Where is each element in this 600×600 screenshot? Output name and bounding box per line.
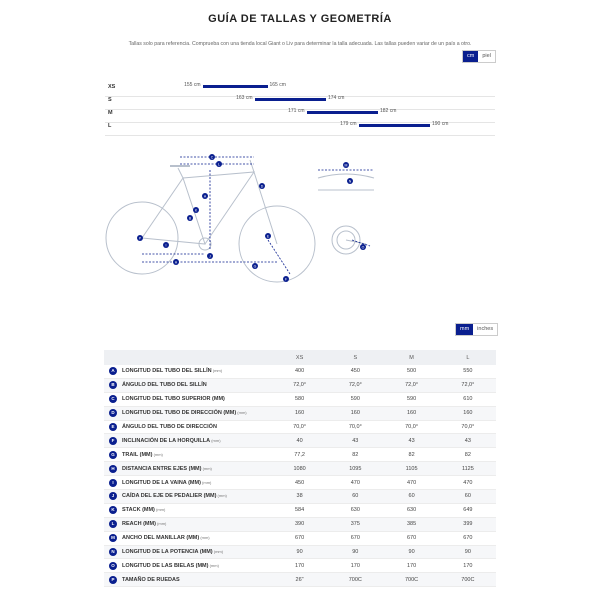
header-badge <box>104 350 122 365</box>
row-value-m: 160 <box>383 406 439 420</box>
row-value-s: 670 <box>327 531 383 545</box>
row-unit: (mm) <box>212 549 224 555</box>
row-name <box>122 503 272 517</box>
unit-cm-button[interactable]: cm <box>463 51 478 62</box>
size-max-label: 165 cm <box>269 82 286 88</box>
row-value-xs: 170 <box>272 559 327 573</box>
diagram-badge-label: K <box>194 208 198 213</box>
row-unit: (mm) <box>210 437 221 443</box>
row-name <box>122 448 272 462</box>
row-badge-cell <box>104 517 122 531</box>
row-unit: (mm) <box>201 465 212 471</box>
row-name-text: ÁNGULO DEL TUBO DE DIRECCIÓN <box>122 424 217 430</box>
row-value-xs: 72,0° <box>272 378 327 392</box>
row-value-l: 43 <box>440 434 496 448</box>
row-badge-cell <box>104 365 122 378</box>
row-value-m: 590 <box>383 392 439 406</box>
row-badge-cell <box>104 434 122 448</box>
geometry-row <box>104 476 496 490</box>
row-name-text: LONGITUD DE LA VAINA (MM) <box>122 479 201 486</box>
diagram-badge-label: L <box>218 162 220 167</box>
geometry-row <box>104 490 496 504</box>
size-label: S <box>108 97 112 103</box>
row-unit: (mm) <box>155 521 167 527</box>
diagram-badge-label: F <box>284 277 288 282</box>
row-badge: D <box>109 409 117 417</box>
diagram-badge-label: N <box>348 179 352 184</box>
diagram-badge-label: I <box>165 243 167 248</box>
size-max-label: 182 cm <box>380 108 397 114</box>
row-value-m: 43 <box>383 434 439 448</box>
row-value-l: 72,0° <box>440 378 496 392</box>
row-badge-cell <box>104 462 122 476</box>
row-name-text: TRAIL (MM) <box>122 451 153 458</box>
diagram-badge-label: G <box>253 264 257 269</box>
row-value-s: 630 <box>327 503 383 517</box>
row-value-s: 43 <box>327 434 383 448</box>
row-name-text: TAMAÑO DE RUEDAS <box>122 576 180 583</box>
row-value-s: 170 <box>327 559 383 573</box>
unit-mm-button[interactable]: mm <box>456 324 473 335</box>
row-name <box>122 559 272 573</box>
row-name <box>122 573 272 587</box>
geometry-row <box>104 517 496 531</box>
row-value-m: 72,0° <box>383 378 439 392</box>
geometry-row <box>104 406 496 420</box>
row-name <box>122 420 272 434</box>
row-value-l: 90 <box>440 545 496 559</box>
row-value-l: 160 <box>440 406 496 420</box>
geometry-row <box>104 573 496 587</box>
size-min-label: 179 cm <box>340 121 357 127</box>
row-badge: F <box>109 437 117 445</box>
row-name <box>122 365 272 378</box>
row-value-s: 70,0° <box>327 420 383 434</box>
row-name-text: STACK (MM) <box>122 507 155 514</box>
diagram-badge-label: C <box>210 155 214 160</box>
geometry-unit-toggle <box>455 323 498 336</box>
row-value-s: 470 <box>327 476 383 490</box>
row-value-xs: 450 <box>272 476 327 490</box>
page-title: GUÍA DE TALLAS Y GEOMETRÍA <box>208 13 392 25</box>
geometry-row <box>104 448 496 462</box>
row-value-s: 375 <box>327 517 383 531</box>
diagram-badge-label: H <box>174 260 178 265</box>
diagram-badge-label: E <box>266 234 270 239</box>
row-value-m: 670 <box>383 531 439 545</box>
row-value-xs: 40 <box>272 434 327 448</box>
header-size-l: L <box>440 350 496 365</box>
diagram-badge-label: D <box>260 184 264 189</box>
row-badge: N <box>109 548 117 556</box>
unit-piel-button[interactable]: piel <box>478 51 495 62</box>
main-triangle <box>183 172 254 244</box>
row-value-l: 670 <box>440 531 496 545</box>
row-badge: E <box>109 423 117 431</box>
row-value-l: 649 <box>440 503 496 517</box>
size-min-label: 163 cm <box>236 95 253 101</box>
row-badge-cell <box>104 392 122 406</box>
row-unit: (mm) <box>208 562 219 568</box>
fork <box>254 172 277 244</box>
row-name <box>122 378 272 392</box>
row-name-text: LONGITUD DEL TUBO DEL SILLÍN <box>122 368 212 375</box>
row-name <box>122 434 272 448</box>
row-value-l: 170 <box>440 559 496 573</box>
row-value-s: 1095 <box>327 462 383 476</box>
row-value-l: 82 <box>440 448 496 462</box>
row-name-text: INCLINACIÓN DE LA HORQUILLA <box>122 437 211 444</box>
row-value-xs: 580 <box>272 392 327 406</box>
row-badge: H <box>109 465 117 473</box>
geometry-row <box>104 365 496 378</box>
row-unit: (mm) <box>152 451 163 457</box>
geometry-row <box>104 420 496 434</box>
header-size-xs: XS <box>272 350 327 365</box>
diagram-badge-label: O <box>361 245 365 250</box>
row-value-xs: 390 <box>272 517 327 531</box>
row-value-m: 385 <box>383 517 439 531</box>
row-name <box>122 531 272 545</box>
row-name-text: LONGITUD DE LAS BIELAS (MM) <box>122 562 209 569</box>
geometry-table <box>104 350 496 587</box>
row-badge: M <box>109 534 117 542</box>
row-badge-cell <box>104 503 122 517</box>
row-value-s: 60 <box>327 490 383 504</box>
row-badge-cell <box>104 531 122 545</box>
row-value-xs: 400 <box>272 365 327 378</box>
row-value-xs: 90 <box>272 545 327 559</box>
row-badge: A <box>109 367 117 375</box>
row-badge: K <box>109 506 117 514</box>
row-value-s: 160 <box>327 406 383 420</box>
row-name <box>122 392 272 406</box>
row-value-m: 470 <box>383 476 439 490</box>
row-badge-cell <box>104 476 122 490</box>
row-unit: (mm) <box>216 493 227 499</box>
row-value-l: 470 <box>440 476 496 490</box>
row-value-s: 82 <box>327 448 383 462</box>
row-value-m: 170 <box>383 559 439 573</box>
handlebar-top <box>318 174 374 178</box>
geometry-row <box>104 531 496 545</box>
size-label: M <box>108 110 113 116</box>
row-unit: (mm) <box>200 479 212 485</box>
page-subtitle: Tallas solo para referencia. Comprueba con una tienda local Giant o Liv para determinar la talla adecuada. Las tallas pueden variar de un país a otro. <box>128 41 472 47</box>
row-badge: G <box>109 451 117 459</box>
row-badge: L <box>109 520 117 528</box>
row-name-text: CAÍDA DEL EJE DE PEDALIER (MM) <box>122 493 217 500</box>
row-name <box>122 517 272 531</box>
row-name <box>122 545 272 559</box>
geometry-row <box>104 434 496 448</box>
row-badge-cell <box>104 378 122 392</box>
row-value-xs: 584 <box>272 503 327 517</box>
row-value-xs: 38 <box>272 490 327 504</box>
row-value-s: 90 <box>327 545 383 559</box>
geometry-row <box>104 378 496 392</box>
row-badge-cell <box>104 490 122 504</box>
seat-post <box>178 168 183 178</box>
row-badge-cell <box>104 420 122 434</box>
row-unit: (mm) <box>236 410 247 416</box>
row-value-s: 450 <box>327 365 383 378</box>
row-value-xs: 26" <box>272 573 327 587</box>
size-label: L <box>108 123 112 129</box>
row-value-xs: 1080 <box>272 462 327 476</box>
row-name <box>122 490 272 504</box>
row-value-l: 550 <box>440 365 496 378</box>
diagram-badge-label: B <box>188 216 192 221</box>
row-value-xs: 77,2 <box>272 448 327 462</box>
header-name <box>122 350 272 365</box>
row-name-text: REACH (MM) <box>122 521 156 528</box>
diagram-badge-label: P <box>138 236 142 241</box>
diagram-badge-label: M <box>344 163 348 168</box>
row-badge: I <box>109 479 117 487</box>
header-size-m: M <box>383 350 439 365</box>
row-badge: B <box>109 381 117 389</box>
row-value-m: 60 <box>383 490 439 504</box>
row-name-text: LONGITUD DEL TUBO SUPERIOR (MM) <box>122 396 225 403</box>
geometry-row <box>104 392 496 406</box>
diagram-badge-label: J <box>209 254 211 259</box>
row-value-m: 90 <box>383 545 439 559</box>
row-unit: (mm) <box>154 507 166 513</box>
row-name-text: LONGITUD DEL TUBO DE DIRECCIÓN (MM) <box>122 410 237 417</box>
row-value-s: 700C <box>327 573 383 587</box>
row-value-m: 630 <box>383 503 439 517</box>
row-value-m: 70,0° <box>383 420 439 434</box>
row-badge-cell <box>104 448 122 462</box>
stem <box>250 160 254 172</box>
row-value-l: 1125 <box>440 462 496 476</box>
geometry-row <box>104 559 496 573</box>
geometry-row <box>104 503 496 517</box>
row-name-text: ANCHO DEL MANILLAR (MM) <box>122 535 200 542</box>
row-value-l: 60 <box>440 490 496 504</box>
row-value-xs: 670 <box>272 531 327 545</box>
row-badge: C <box>109 395 117 403</box>
unit-inches-button[interactable]: inches <box>473 324 497 335</box>
row-badge-cell <box>104 559 122 573</box>
row-name <box>122 476 272 490</box>
row-unit: (mm) <box>199 535 210 541</box>
row-value-s: 590 <box>327 392 383 406</box>
row-name-text: LONGITUD DE LA POTENCIA (MM) <box>122 549 213 556</box>
row-value-s: 72,0° <box>327 378 383 392</box>
diagram-badge-label: A <box>203 194 207 199</box>
row-badge-cell <box>104 545 122 559</box>
row-name-text: DISTANCIA ENTRE EJES (MM) <box>122 465 202 472</box>
row-value-l: 399 <box>440 517 496 531</box>
size-max-label: 190 cm <box>432 121 449 127</box>
row-value-m: 82 <box>383 448 439 462</box>
size-label: XS <box>108 84 116 90</box>
row-value-m: 500 <box>383 365 439 378</box>
row-value-l: 700C <box>440 573 496 587</box>
row-badge-cell <box>104 406 122 420</box>
geometry-row <box>104 462 496 476</box>
row-value-l: 610 <box>440 392 496 406</box>
row-unit: (mm) <box>211 368 223 374</box>
row-badge: P <box>109 576 117 584</box>
geometry-row <box>104 545 496 559</box>
header-size-s: S <box>327 350 383 365</box>
row-value-m: 1105 <box>383 462 439 476</box>
row-name <box>122 406 272 420</box>
size-min-label: 155 cm <box>184 82 201 88</box>
geometry-header-row <box>104 350 496 365</box>
size-max-label: 174 cm <box>328 95 345 101</box>
row-value-m: 700C <box>383 573 439 587</box>
row-value-xs: 160 <box>272 406 327 420</box>
row-name-text: ÁNGULO DEL TUBO DEL SILLÍN <box>122 382 207 389</box>
size-min-label: 171 cm <box>288 108 305 114</box>
row-value-l: 70,0° <box>440 420 496 434</box>
row-badge: O <box>109 562 117 570</box>
row-badge-cell <box>104 573 122 587</box>
row-name <box>122 462 272 476</box>
row-value-xs: 70,0° <box>272 420 327 434</box>
row-badge: J <box>109 492 117 500</box>
